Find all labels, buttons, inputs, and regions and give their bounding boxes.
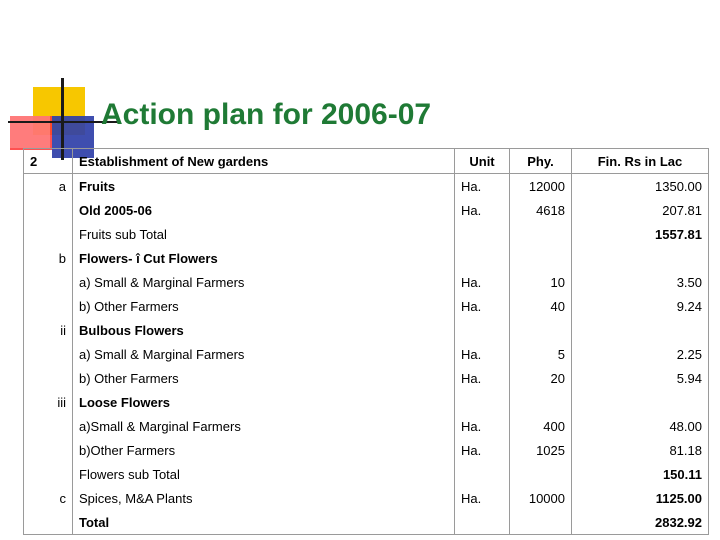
row-index — [24, 510, 73, 535]
row-unit: Ha. — [455, 198, 510, 222]
row-fin: 9.24 — [572, 294, 709, 318]
row-fin: 1350.00 — [572, 174, 709, 199]
row-phy — [510, 222, 572, 246]
table-row — [24, 294, 709, 318]
row-index: c — [24, 486, 73, 510]
row-description: a)Small & Marginal Farmers — [73, 414, 455, 438]
header-description: Establishment of New gardens — [73, 149, 455, 174]
row-unit: Ha. — [455, 342, 510, 366]
header-fin: Fin. Rs in Lac — [572, 149, 709, 174]
row-phy: 4618 — [510, 198, 572, 222]
row-fin — [572, 246, 709, 270]
row-phy — [510, 462, 572, 486]
row-index — [24, 462, 73, 486]
table-row — [24, 366, 709, 390]
row-unit — [455, 246, 510, 270]
row-description: Loose Flowers — [73, 390, 455, 414]
row-fin: 207.81 — [572, 198, 709, 222]
row-phy: 40 — [510, 294, 572, 318]
row-phy: 12000 — [510, 174, 572, 199]
table-row — [24, 246, 709, 270]
row-index — [24, 438, 73, 462]
row-index — [24, 342, 73, 366]
row-phy — [510, 510, 572, 535]
table-row — [24, 414, 709, 438]
row-unit: Ha. — [455, 366, 510, 390]
header-unit: Unit — [455, 149, 510, 174]
row-index — [24, 294, 73, 318]
table-row — [24, 270, 709, 294]
row-description: Spices, M&A Plants — [73, 486, 455, 510]
table-row — [24, 222, 709, 246]
row-fin — [572, 318, 709, 342]
table-row — [24, 438, 709, 462]
row-unit: Ha. — [455, 294, 510, 318]
row-index — [24, 414, 73, 438]
row-index — [24, 222, 73, 246]
row-fin: 2.25 — [572, 342, 709, 366]
row-fin — [572, 390, 709, 414]
row-index — [24, 366, 73, 390]
row-index: a — [24, 174, 73, 199]
row-unit: Ha. — [455, 414, 510, 438]
table-row — [24, 342, 709, 366]
row-phy — [510, 246, 572, 270]
row-description: b) Other Farmers — [73, 294, 455, 318]
row-phy: 10000 — [510, 486, 572, 510]
header-index: 2 — [24, 149, 73, 174]
row-unit — [455, 318, 510, 342]
row-unit — [455, 462, 510, 486]
row-fin: 2832.92 — [572, 510, 709, 535]
table-row — [24, 390, 709, 414]
header-phy: Phy. — [510, 149, 572, 174]
row-index: iii — [24, 390, 73, 414]
row-unit: Ha. — [455, 270, 510, 294]
row-description: Flowers- î Cut Flowers — [73, 246, 455, 270]
row-unit: Ha. — [455, 174, 510, 199]
row-description: Bulbous Flowers — [73, 318, 455, 342]
row-index — [24, 198, 73, 222]
row-fin: 5.94 — [572, 366, 709, 390]
row-phy: 400 — [510, 414, 572, 438]
row-unit — [455, 510, 510, 535]
row-fin: 81.18 — [572, 438, 709, 462]
row-fin: 48.00 — [572, 414, 709, 438]
table-row — [24, 318, 709, 342]
slide-title: Action plan for 2006-07 — [101, 98, 432, 131]
row-fin: 1557.81 — [572, 222, 709, 246]
row-fin: 3.50 — [572, 270, 709, 294]
row-phy: 5 — [510, 342, 572, 366]
row-description: Flowers sub Total — [73, 462, 455, 486]
row-description: b)Other Farmers — [73, 438, 455, 462]
row-description: a) Small & Marginal Farmers — [73, 270, 455, 294]
row-index: b — [24, 246, 73, 270]
table-row — [24, 462, 709, 486]
row-fin: 150.11 — [572, 462, 709, 486]
row-phy — [510, 318, 572, 342]
row-description: Fruits sub Total — [73, 222, 455, 246]
row-phy — [510, 390, 572, 414]
row-unit — [455, 390, 510, 414]
row-fin: 1125.00 — [572, 486, 709, 510]
row-phy: 10 — [510, 270, 572, 294]
row-description: b) Other Farmers — [73, 366, 455, 390]
row-unit — [455, 222, 510, 246]
row-unit: Ha. — [455, 486, 510, 510]
row-description: Fruits — [73, 174, 455, 199]
table-header-row — [24, 149, 709, 174]
row-index — [24, 270, 73, 294]
table-row — [24, 198, 709, 222]
action-plan-table — [23, 148, 709, 535]
row-phy: 1025 — [510, 438, 572, 462]
row-description: Old 2005-06 — [73, 198, 455, 222]
row-description: a) Small & Marginal Farmers — [73, 342, 455, 366]
row-phy: 20 — [510, 366, 572, 390]
row-description: Total — [73, 510, 455, 535]
table-row — [24, 174, 709, 199]
row-unit: Ha. — [455, 438, 510, 462]
table-row — [24, 510, 709, 535]
table-row — [24, 486, 709, 510]
row-index: ii — [24, 318, 73, 342]
